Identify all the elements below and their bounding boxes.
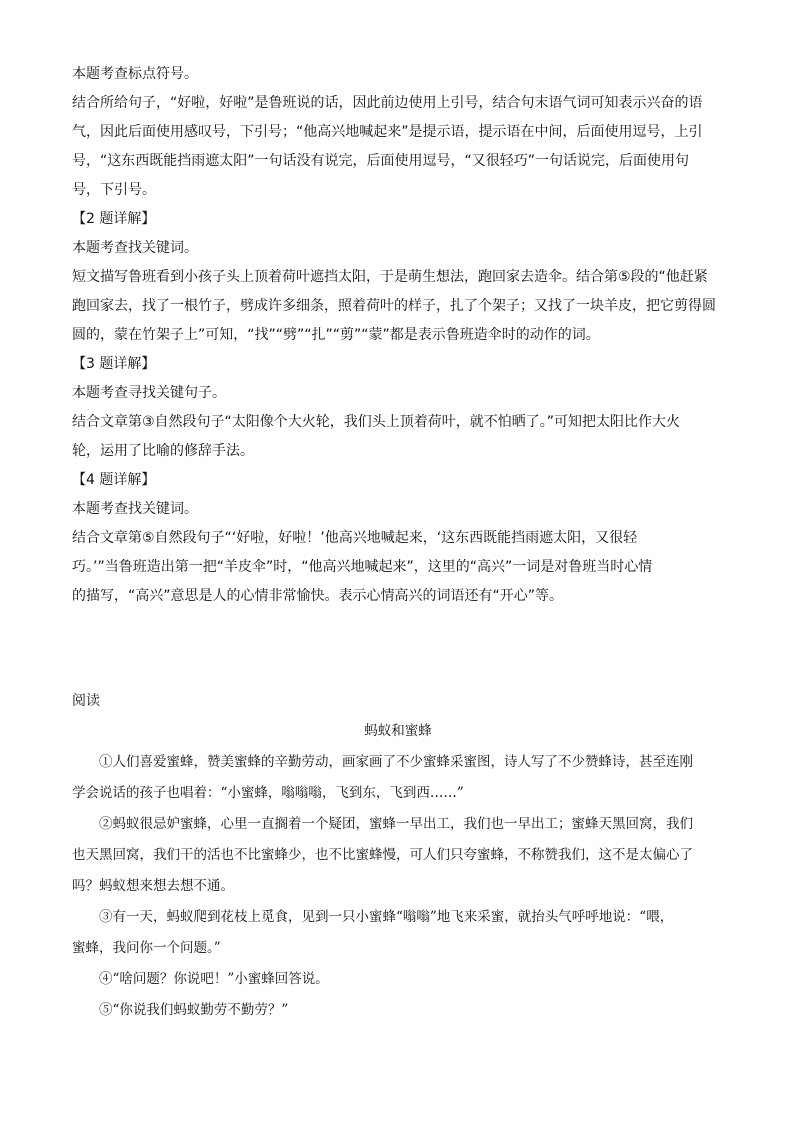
passage-title: 蚂蚁和蜜蜂 — [364, 723, 432, 739]
answer-q1 — [72, 60, 732, 611]
passage-line: 吗？蚂蚁想来想去想不通。 — [72, 878, 234, 894]
answer-line: 结合文章第③自然段句子“太阳像个大火轮，我们头上顶着荷叶，就不怕晒了。”可知把太阳比作大火 — [72, 414, 681, 430]
answer-line: 跑回家去，找了一根竹子，劈成许多细条，照着荷叶的样子，扎了个架子；又找了一块羊皮，把它剪得圆 — [72, 298, 716, 314]
answer-line: 号，“这东西既能挡雨遮太阳”一句话没有说完，后面使用逗号，“又很轻巧”一句话说完，后面使用句 — [72, 153, 690, 169]
answer-line: 结合所给句子，“好啦，好啦”是鲁班说的话，因此前边使用上引号，结合句末语气词可知表示兴奋的语 — [72, 95, 703, 111]
passage-line: ④“啥问题？你说吧！”小蜜蜂回答说。 — [99, 971, 329, 987]
answer-line: 圆的，蒙在竹架子上”可知，“找”“劈”“扎”“剪”“蒙”都是表示鲁班造伞时的动作的词。 — [72, 327, 600, 343]
answer-line: 短文描写鲁班看到小孩子头上顶着荷叶遮挡太阳，于是萌生想法，跑回家去造伞。结合第⑤段的“他赶紧 — [72, 269, 708, 285]
answer-line: 本题考查找关键词。 — [72, 240, 198, 256]
answer-line: 号，下引号。 — [72, 182, 156, 198]
reading-label — [72, 687, 732, 716]
answer-line: 轮，运用了比喻的修辞手法。 — [72, 443, 254, 459]
section-heading: 【3 题详解】 — [72, 356, 156, 372]
answer-line: 本题考查寻找关键句子。 — [72, 385, 226, 401]
passage-line: 蜜蜂，我问你一个问题。” — [72, 940, 221, 956]
passage-line: 学会说话的孩子也唱着：“小蜜蜂，嗡嗡嗡，飞到东，飞到西……” — [72, 785, 464, 801]
answer-line: 巧。’”当鲁班造出第一把“羊皮伞”时，“他高兴地喊起来”，这里的“高兴”一词是对鲁班当时心情 — [72, 559, 653, 575]
answer-line: 的描写，“高兴”意思是人的心情非常愉快。表示心情高兴的词语还有“开心”等。 — [72, 588, 564, 604]
answer-line: 结合文章第⑤自然段句子“‘好啦，好啦！’他高兴地喊起来，‘这东西既能挡雨遮太阳，又很轻 — [72, 530, 638, 546]
passage-line: ③有一天，蚂蚁爬到花枝上觅食，见到一只小蜜蜂“嗡嗡”地飞来采蜜，就抬头气呼呼地说：“喂， — [99, 909, 674, 925]
answer-line: 气，因此后面使用感叹号，下引号；“他高兴地喊起来”是提示语，提示语在中间，后面使用逗号，上引 — [72, 124, 703, 140]
section-heading: 【2 题详解】 — [72, 211, 156, 227]
passage-line: ①人们喜爱蜜蜂，赞美蜜蜂的辛勤劳动，画家画了不少蜜蜂采蜜图，诗人写了不少赞蜂诗，甚至连刚 — [99, 754, 693, 770]
passage-line: ②蚂蚁很忌妒蜜蜂，心里一直搁着一个疑团，蜜蜂一早出工，我们也一早出工；蜜蜂天黑回窝，我们 — [99, 816, 693, 832]
reading-passage — [72, 716, 724, 1026]
passage-line: ⑤“你说我们蚂蚁勤劳不勤劳？” — [99, 1002, 289, 1018]
section-heading: 【4 题详解】 — [72, 472, 156, 488]
answer-line: 本题考查标点符号。 — [72, 66, 198, 82]
reading-label-text: 阅读 — [72, 693, 100, 709]
passage-line: 也天黑回窝，我们干的活也不比蜜蜂少，也不比蜜蜂慢，可人们只夸蜜蜂，不称赞我们，这不是太偏心了 — [72, 847, 693, 863]
answer-line: 本题考查找关键词。 — [72, 501, 198, 517]
